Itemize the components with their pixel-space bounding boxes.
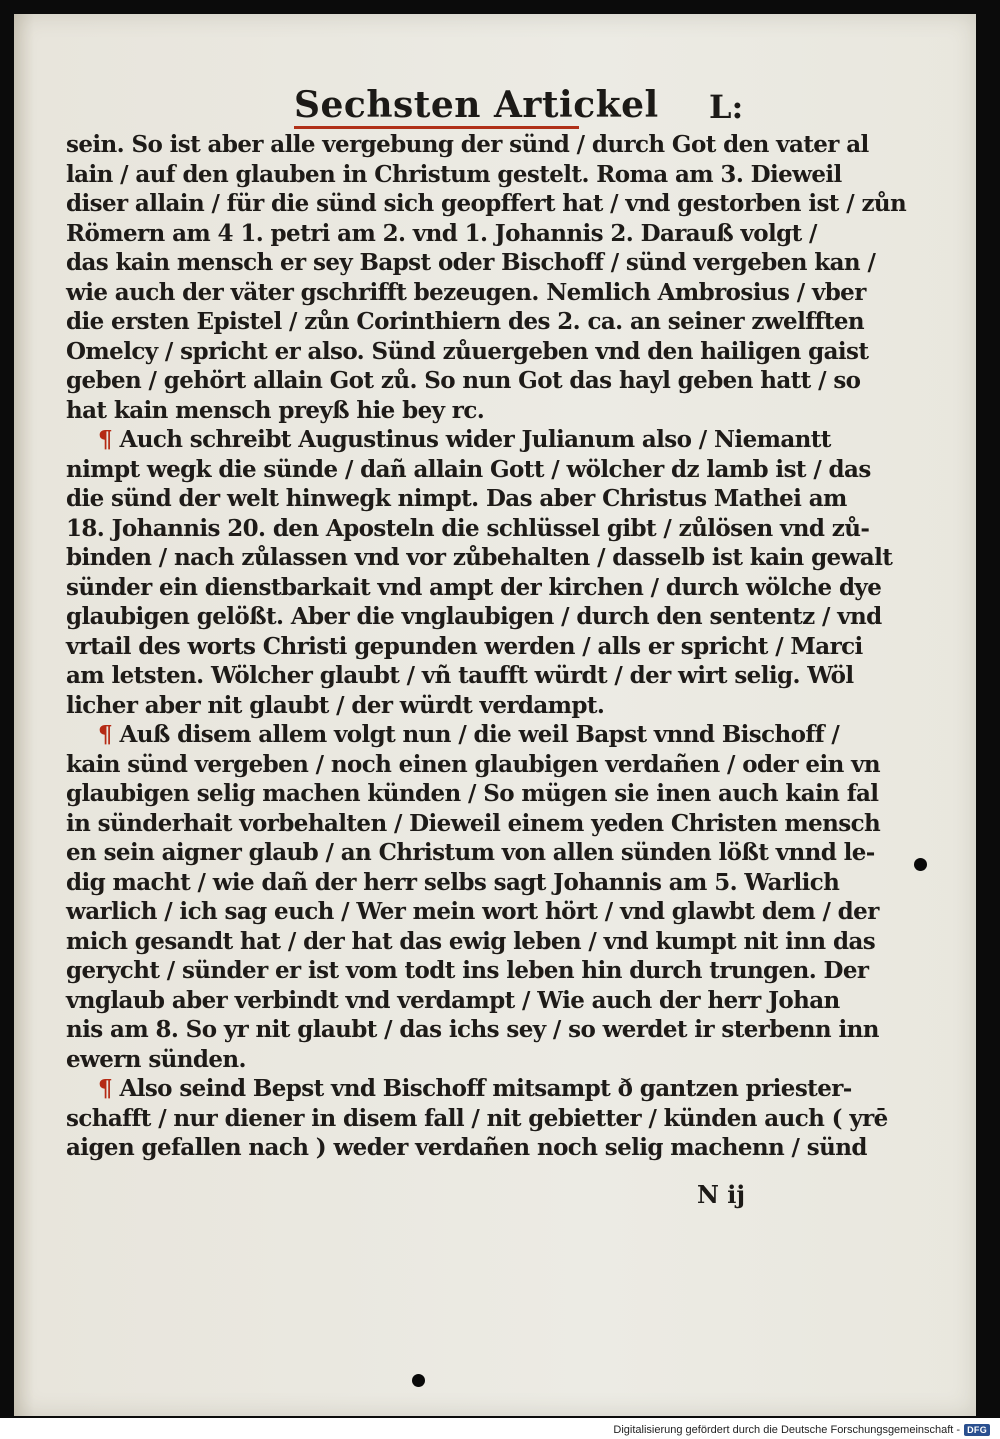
text-line: vnglaub aber verbindt vnd verdampt / Wie auch der herr Johan [66,986,840,1014]
text-line: nimpt wegk die sünde / dañ allain Gott / wölcher dz lamb ist / das [66,455,871,483]
text-line: schafft / nur diener in disem fall / nit gebietter / künden auch ( yrē [66,1104,888,1132]
text-line: warlich / ich sag euch / Wer mein wort hört / vnd glawbt dem / der [66,898,879,925]
folio-number: L: [709,88,744,126]
text-line: ewern sünden. [66,1045,246,1073]
text-line: Omelcy / spricht er also. Sünd zůuergeben vnd den hailigen gaist [66,337,869,365]
book-page [14,14,976,1416]
text-line: diser allain / für die sünd sich geopffert hat / vnd gestorben ist / zůn [66,190,907,217]
text-line: am letsten. Wölcher glaubt / vñ taufft würdt / der wirt selig. Wöl [66,662,854,689]
text-line: lain / auf den glauben in Christum gestelt. Roma am 3. Dieweil [66,160,842,188]
text-line: das kain mensch er sey Bapst oder Bischoff / sünd vergeben kan / [66,249,876,276]
rubric-underline [294,126,579,129]
text-line: sein. So ist aber alle vergebung der sünd / durch Got den vater al [66,131,869,158]
signature-mark: N ij [697,1180,746,1209]
text-line: aigen gefallen nach ) weder verdañen noch selig machenn / sünd [66,1134,867,1161]
text-line: nis am 8. So yr nit glaubt / das ichs sey / so werdet ir sterbenn inn [66,1016,879,1043]
text-line: glaubigen gelößt. Aber die vnglaubigen / durch den sententz / vnd [66,603,882,630]
funding-footer [613,1423,990,1437]
text-line: licher aber nit glaubt / der würdt verdampt. [66,691,605,719]
text-line: in sünderhait vorbehalten / Dieweil einem yeden Christen mensch [66,809,881,837]
text-line: mich gesandt hat / der hat das ewig leben / vnd kumpt nit inn das [66,927,876,955]
running-head [294,84,774,134]
paragraph-start-line: ¶ Also seind Bepst vnd Bischoff mitsampt ð gantzen priester- [98,1075,852,1102]
margin-dot-mark [914,858,927,871]
text-line: 18. Johannis 20. den Aposteln die schlüssel gibt / zůlösen vnd zů- [66,514,870,542]
text-line: vrtail des worts Christi gepunden werden / alls er spricht / Marci [66,632,863,660]
text-line: glaubigen selig machen künden / So mügen sie inen auch kain fal [66,780,879,807]
bottom-dot-mark [412,1374,425,1387]
text-line: binden / nach zůlassen vnd vor zůbehalten / dasselb ist kain gewalt [66,544,893,571]
text-line: die ersten Epistel / zůn Corinthiern des 2. ca. an seiner zwelfften [66,308,864,335]
text-line: dig macht / wie dañ der herr selbs sagt Johannis am 5. Warlich [66,868,840,896]
paragraph-start-line: ¶ Auch schreibt Augustinus wider Julianum also / Niemantt [98,426,831,453]
text-line: wie auch der väter gschrifft bezeugen. Nemlich Ambrosius / vber [66,278,866,306]
pilcrow-icon: ¶ [98,1075,113,1102]
text-line: kain sünd vergeben / noch einen glaubigen verdañen / oder ein vn [66,750,880,778]
body-text [66,130,907,1163]
pilcrow-icon: ¶ [98,721,113,748]
text-line: geben / gehört allain Got zů. So nun Got das hayl geben hatt / so [66,367,861,394]
text-line: Römern am 4 1. petri am 2. vnd 1. Johannis 2. Darauß volgt / [66,219,817,247]
paragraph-start-line: ¶ Auß disem allem volgt nun / die weil Bapst vnnd Bischoff / [98,721,840,748]
text-line: sünder ein dienstbarkait vnd ampt der kirchen / durch wölche dye [66,573,882,601]
text-line: hat kain mensch preyß hie bey rc. [66,396,485,424]
text-line: die sünd der welt hinwegk nimpt. Das aber Christus Mathei am [66,485,847,512]
pilcrow-icon: ¶ [98,426,113,453]
text-line: gerycht / sünder er ist vom todt ins leben hin durch trungen. Der [66,957,869,984]
dfg-logo-icon: DFG [964,1424,990,1436]
funding-credit-text: Digitalisierung gefördert durch die Deutsche Forschungsgemeinschaft - [613,1424,961,1436]
text-line: en sein aigner glaub / an Christum von allen sünden lößt vnnd le- [66,839,875,866]
running-head-title: Sechsten Artickel [294,84,659,126]
